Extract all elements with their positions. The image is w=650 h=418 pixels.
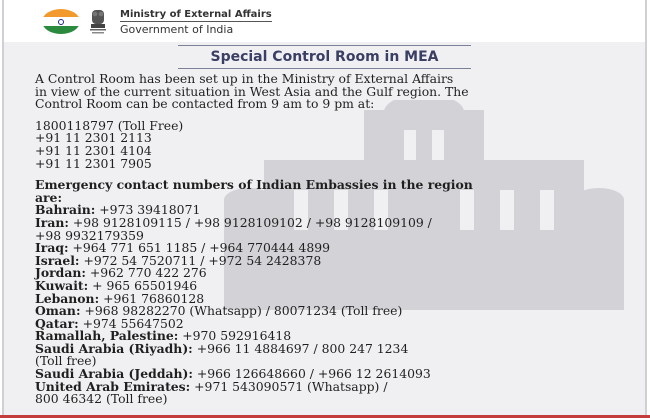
embassy-country: Israel:: [35, 252, 80, 268]
header-bar: [4, 0, 645, 42]
ministry-name-line1: Ministry of External Affairs: [120, 9, 272, 20]
embassy-country: Saudi Arabia (Jeddah):: [35, 366, 193, 382]
embassy-country: Ramallah, Palestine:: [35, 328, 179, 344]
emergency-heading: [35, 179, 645, 204]
control-number: +91 11 2301 7905: [35, 155, 152, 171]
emergency-heading-line: Emergency contact numbers of Indian Embassies in the region: [35, 177, 473, 193]
embassy-phone: +98 9128109115 / +98 9128109102 / +98 9128109109 /: [68, 214, 432, 230]
embassy-country: Jordan:: [35, 265, 86, 281]
embassy-country: Iran:: [35, 214, 69, 230]
intro-line: A Control Room has been set up in the Ministry of External Affairs: [35, 71, 454, 86]
india-flag-icon: [42, 9, 80, 34]
control-room-numbers: [35, 117, 645, 171]
national-emblem-icon: [88, 8, 108, 36]
notice-body: [35, 73, 645, 406]
emergency-heading-line: are:: [35, 189, 63, 205]
embassy-phone: 800 46342 (Toll free): [35, 391, 168, 407]
embassy-country: Oman:: [35, 303, 81, 319]
embassy-list: [35, 204, 645, 406]
intro-paragraph: [35, 73, 645, 111]
intro-line: in view of the current situation in West Asia and the Gulf region. The: [35, 83, 469, 99]
embassy-country: Bahrain:: [35, 202, 96, 218]
control-number: +91 11 2301 4104: [35, 142, 152, 158]
embassy-country: Saudi Arabia (Riyadh):: [35, 340, 193, 356]
embassy-phone: +971 543090571 (Whatsapp) /: [190, 378, 388, 394]
control-number: 1800118797 (Toll Free): [35, 117, 184, 133]
embassy-phone: +966 11 4884697 / 800 247 1234: [192, 340, 409, 356]
embassy-row: [35, 340, 645, 356]
embassy-phone: +974 55647502: [78, 315, 184, 331]
embassy-country: Kuwait:: [35, 277, 89, 293]
notice-card: [2, 0, 647, 418]
embassy-country: Qatar:: [35, 315, 79, 331]
page-title: Special Control Room in MEA: [178, 45, 471, 69]
embassy-row: [35, 393, 645, 406]
embassy-country: United Arab Emirates:: [35, 378, 191, 394]
embassy-phone: +964 771 651 1185 / +964 770444 4899: [68, 240, 331, 256]
embassy-phone: +966 126648660 / +966 12 2614093: [192, 366, 431, 382]
embassy-phone: +961 76860128: [99, 290, 205, 306]
embassy-phone: + 965 65501946: [88, 277, 198, 293]
embassy-phone: +968 98282270 (Whatsapp) / 80071234 (Toll free): [80, 303, 403, 319]
intro-line: Control Room can be contacted from 9 am to 9 pm at:: [35, 96, 375, 112]
embassy-phone: +98 9932179359: [35, 227, 144, 243]
embassy-phone: (Toll free): [35, 353, 97, 369]
embassy-phone: +973 39418071: [95, 202, 201, 218]
embassy-country: Iraq:: [35, 240, 69, 256]
control-number: +91 11 2301 2113: [35, 130, 152, 146]
embassy-phone: +970 592916418: [178, 328, 292, 344]
embassy-country: Lebanon:: [35, 290, 100, 306]
ministry-name: [120, 9, 272, 37]
embassy-phone: +962 770 422 276: [85, 265, 207, 281]
ministry-name-line2: Government of India: [120, 21, 272, 37]
embassy-phone: +972 54 7520711 / +972 54 2428378: [79, 252, 322, 268]
